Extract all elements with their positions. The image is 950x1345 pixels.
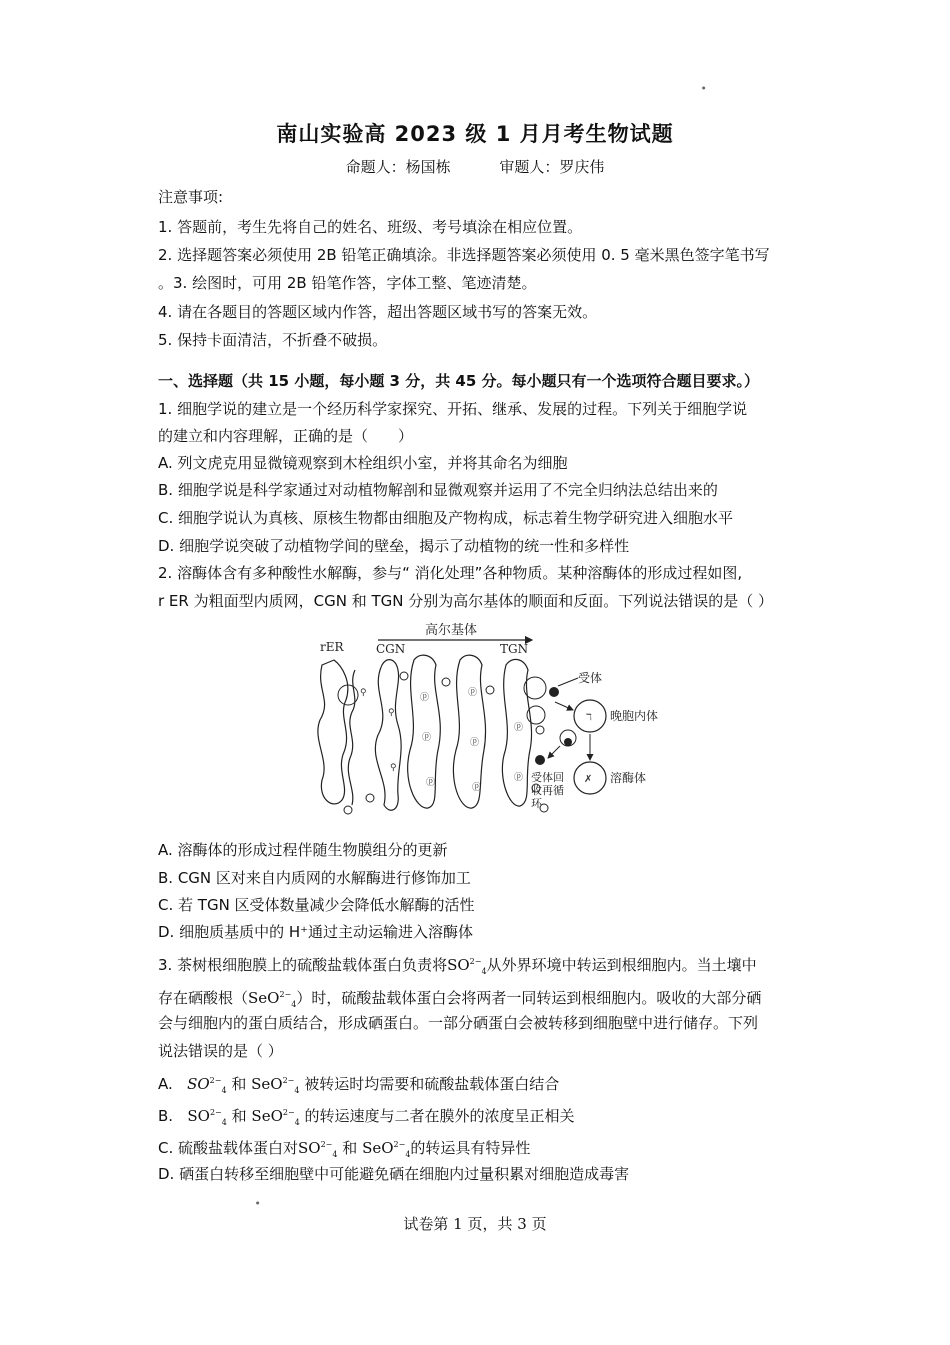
q1-stem: 1. 细胞学说的建立是一个经历科学家探究、开拓、继承、发展的过程。下列关于细胞学说: [158, 400, 748, 418]
svg-text:ℸ: ℸ: [586, 713, 592, 723]
diagram-svg: [300, 620, 690, 825]
q3-option-a: A. $SO^{2-}_4$ 和 SeO$^{2-}_4$ 被转运时均需要和硫酸盐载体蛋白结合: [158, 1075, 560, 1095]
page-footer: 试卷第 1 页，共 3 页: [403, 1215, 547, 1233]
q3-stem: 3. 茶树根细胞膜上的硫酸盐载体蛋白负责将$SO^{2-}_4$从外界环境中转运到根细胞内。当土壤中: [158, 956, 757, 976]
vesicle: [442, 678, 450, 686]
q2-option-c: C. 若 TGN 区受体数量减少会降低水解酶的活性: [158, 896, 475, 914]
ion-sulfate: $SO^{2-}_4$: [447, 956, 487, 976]
ion-sulfate: $SO^{2-}_4$: [187, 1107, 227, 1127]
page-title: 南山实验高 2023 级 1 月月考生物试题: [276, 122, 674, 146]
ion-selenate: SeO$^{2-}_4$: [251, 1075, 300, 1095]
q2-option-a: A. 溶酶体的形成过程伴随生物膜组分的更新: [158, 841, 448, 859]
q2-option-b: B. CGN 区对来自内质网的水解酶进行修饰加工: [158, 869, 471, 887]
ion-sulfate: $SO^{2-}_4$: [298, 1139, 338, 1159]
q3-option-c: C. 硫酸盐载体蛋白对$SO^{2-}_4$ 和 SeO$^{2-}_4$的转运具有特异性: [158, 1139, 531, 1159]
receptor-dot: [549, 687, 559, 697]
rer-membrane: [348, 670, 355, 805]
q3-stem: 存在硒酸根（SeO$^{2-}_4$）时，硫酸盐载体蛋白会将两者一同转运到根细胞内。吸收的大部分硒: [158, 989, 762, 1009]
receptor-dot: [564, 738, 572, 746]
author: 命题人：杨国栋: [345, 158, 451, 176]
recycle-label: 环: [531, 797, 542, 810]
vesicle: [400, 672, 408, 680]
notice-item: 4. 请在各题目的答题区域内作答，超出答题区域书写的答案无效。: [158, 303, 598, 321]
svg-text:ⓟ: ⓟ: [468, 688, 478, 698]
vesicle: [536, 726, 544, 734]
svg-text:ⓟ: ⓟ: [472, 783, 482, 793]
vesicle: [524, 677, 546, 699]
svg-text:ⓟ: ⓟ: [420, 693, 430, 703]
svg-text:⚲: ⚲: [388, 708, 395, 718]
scan-dot: ●: [702, 85, 706, 90]
svg-text:⚲: ⚲: [390, 763, 397, 773]
q3-stem: 会与细胞内的蛋白质结合，形成硒蛋白。一部分硒蛋白会被转移到细胞壁中进行储存。下列: [158, 1014, 759, 1032]
rer-label: rER: [320, 640, 344, 654]
svg-text:ⓟ: ⓟ: [514, 723, 524, 733]
notice-item: 1. 答题前，考生先将自己的姓名、班级、考号填涂在相应位置。: [158, 218, 583, 236]
recycle-label: 收再循: [531, 784, 564, 797]
tgn-label: TGN: [500, 642, 529, 656]
vesicle: [366, 794, 374, 802]
vesicle: [344, 806, 352, 814]
vesicle: [486, 686, 494, 694]
q2-option-d: D. 细胞质基质中的 H⁺通过主动运输进入溶酶体: [158, 923, 474, 941]
svg-text:ⓟ: ⓟ: [426, 778, 436, 788]
reviewer: 审题人：罗庆伟: [499, 158, 605, 176]
late-endosome-label: 晚胞内体: [610, 709, 659, 723]
recycle-label: 受体回: [531, 771, 564, 784]
ion-sulfate: $SO^{2-}_4$: [187, 1075, 227, 1095]
q3-option-d: D. 硒蛋白转移至细胞壁中可能避免硒在细胞内过量积累对细胞造成毒害: [158, 1165, 630, 1183]
ion-selenate: SeO$^{2-}_4$: [248, 989, 297, 1009]
q1-option-c: C. 细胞学说认为真核、原核生物都由细胞及产物构成，标志着生物学研究进入细胞水平: [158, 509, 734, 527]
q1-option-b: B. 细胞学说是科学家通过对动植物解剖和显微观察并运用了不完全归纳法总结出来的: [158, 481, 718, 499]
golgi-cisterna: [408, 655, 441, 808]
scan-dot: ●: [256, 1200, 260, 1205]
ion-selenate: SeO$^{2-}_4$: [362, 1139, 411, 1159]
section-heading: 一、选择题（共 15 小题，每小题 3 分，共 45 分。每小题只有一个选项符合题目要求。）: [158, 372, 760, 390]
ion-selenate: SeO$^{2-}_4$: [251, 1107, 300, 1127]
svg-text:ⓟ: ⓟ: [422, 733, 432, 743]
receptor-label: 受体: [578, 671, 603, 685]
q2-stem: 2. 溶酶体含有多种酸性水解酶，参与“ 消化处理”各种物质。某种溶酶体的形成过程如图,: [158, 564, 743, 582]
svg-text:✗: ✗: [584, 774, 593, 785]
rer-shape: [318, 660, 348, 804]
q1-stem: 的建立和内容理解，正确的是（ ）: [158, 427, 414, 445]
golgi-label: 高尔基体: [425, 623, 478, 638]
receptor-dot: [535, 755, 545, 765]
q3-option-b: B. $SO^{2-}_4$ 和 SeO$^{2-}_4$ 的转运速度与二者在膜外的浓度呈正相关: [158, 1107, 575, 1127]
author-line: [0, 156, 950, 177]
notice-item: 5. 保持卡面清洁，不折叠不破损。: [158, 331, 388, 349]
cgn-label: CGN: [376, 642, 406, 656]
notice-item: 2. 选择题答案必须使用 2B 铅笔正确填涂。非选择题答案必须使用 0. 5 毫米黑色签字笔书写: [158, 246, 770, 264]
q1-option-d: D. 细胞学说突破了动植物学间的壁垒，揭示了动植物的统一性和多样性: [158, 537, 630, 555]
svg-text:ⓟ: ⓟ: [470, 738, 480, 748]
flow-arrow: [548, 746, 560, 758]
q2-stem: r ER 为粗面型内质网，CGN 和 TGN 分别为高尔基体的顺面和反面。下列说法错误的是（ ）: [158, 592, 774, 610]
q1-option-a: A. 列文虎克用显微镜观察到木栓组织小室，并将其命名为细胞: [158, 454, 568, 472]
flow-arrow: [555, 702, 573, 710]
svg-text:ⓟ: ⓟ: [514, 773, 524, 783]
svg-text:⚲: ⚲: [360, 688, 367, 698]
q3-stem: 说法错误的是（ ）: [158, 1042, 283, 1060]
lysosome-formation-diagram: [300, 620, 690, 825]
receptor-pointer: [558, 678, 578, 686]
notice-item: 。3. 绘图时，可用 2B 铅笔作答，字体工整、笔迹清楚。: [158, 274, 537, 292]
lysosome-label: 溶酶体: [610, 771, 647, 785]
cgn-cisterna: [375, 660, 401, 811]
notice-heading: 注意事项:: [158, 188, 224, 206]
